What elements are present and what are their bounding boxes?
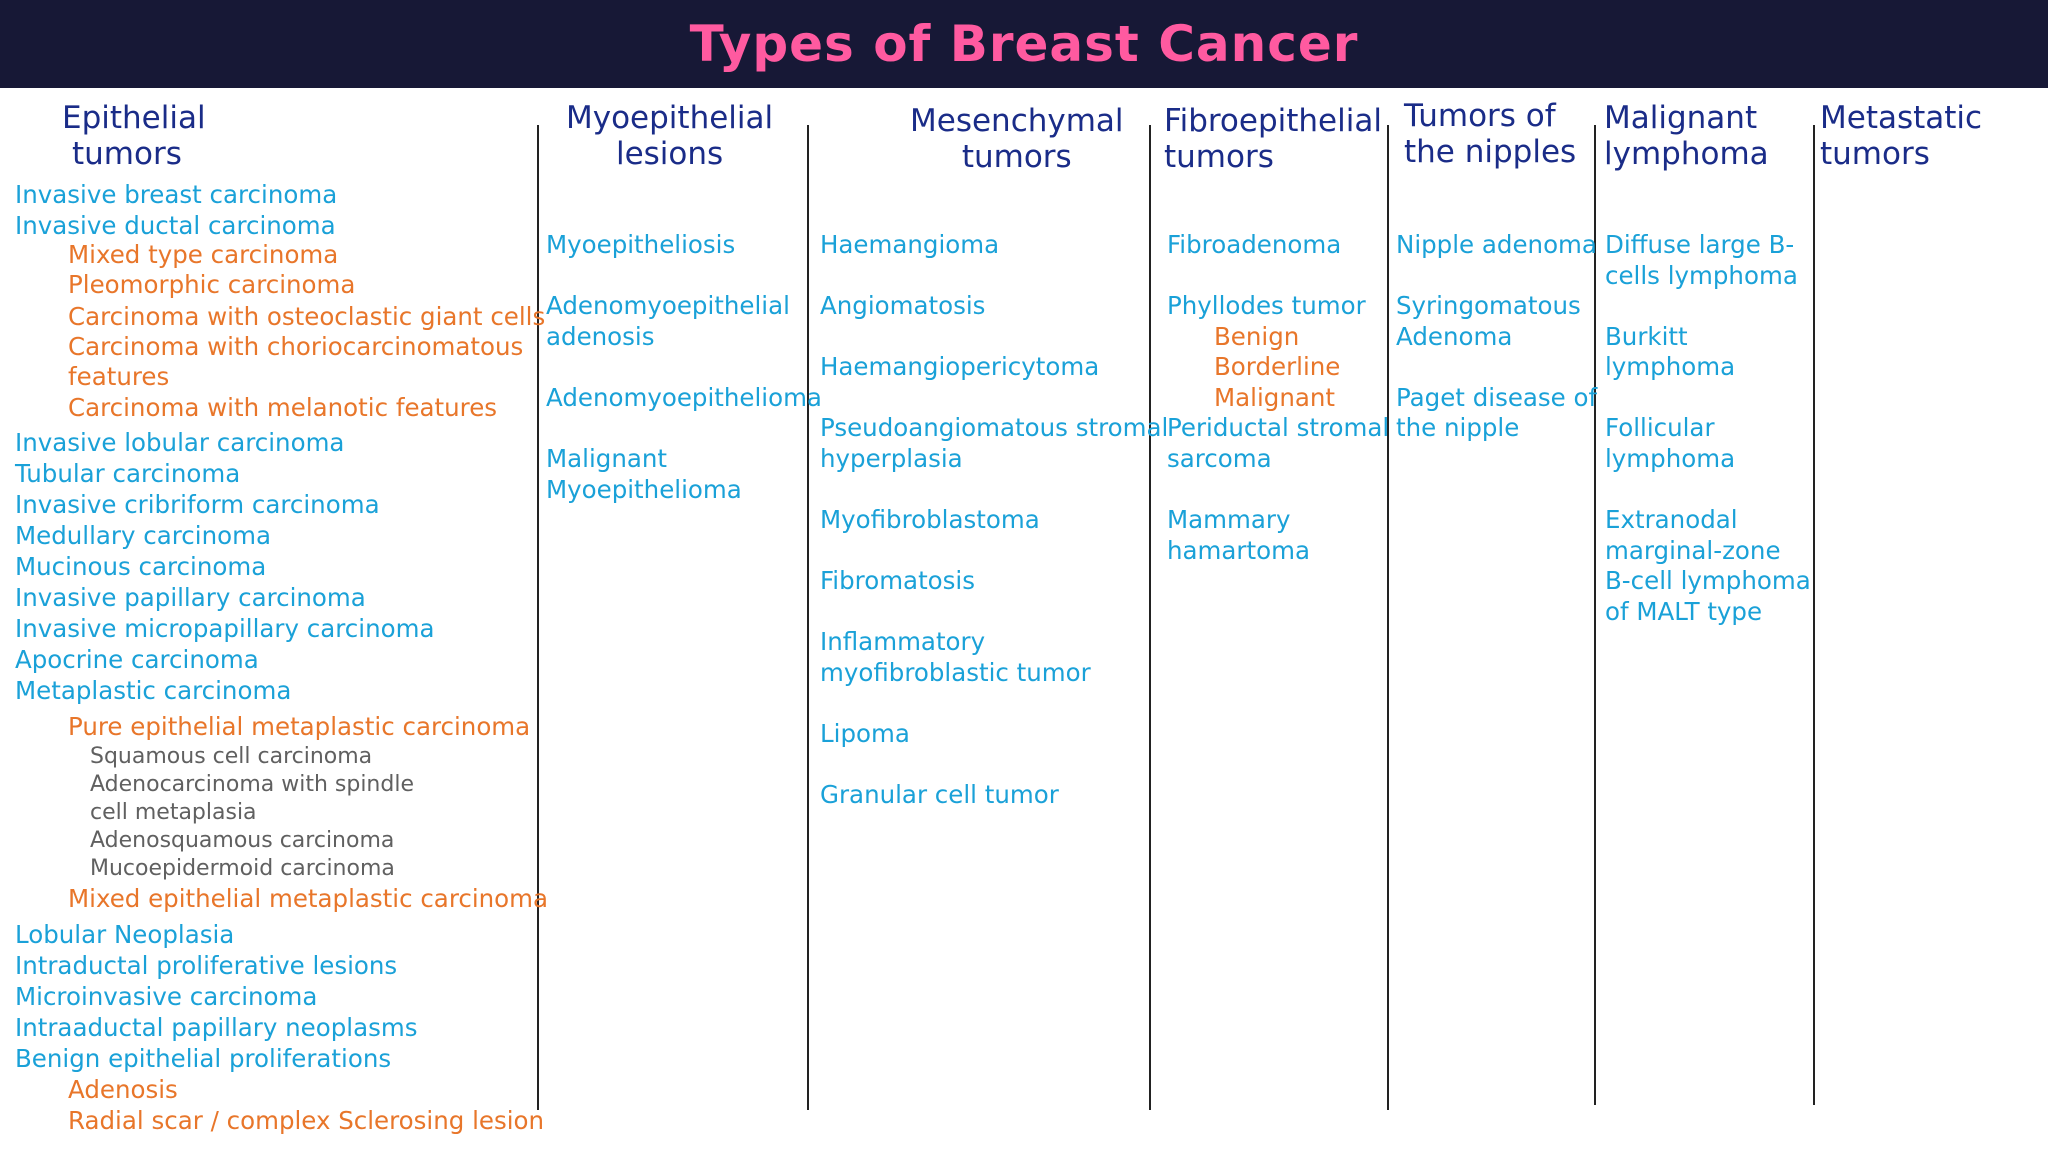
list-item: Invasive micropapillary carcinoma — [15, 614, 435, 643]
list-item: Invasive papillary carcinoma — [15, 583, 366, 612]
list-item: lymphoma — [1605, 352, 1736, 381]
list-item: Invasive ductal carcinoma — [15, 211, 336, 240]
heading-line: Epithelial — [62, 100, 206, 136]
list-item: Squamous cell carcinoma — [90, 744, 373, 769]
column-divider — [537, 125, 539, 1110]
list-item: features — [68, 362, 170, 391]
list-item: Adenosquamous carcinoma — [90, 828, 395, 853]
list-item: Inflammatory — [820, 627, 986, 656]
list-item: hyperplasia — [820, 444, 963, 473]
list-item: Radial scar / complex Sclerosing lesion — [68, 1106, 545, 1135]
column-divider — [1594, 125, 1596, 1105]
column-divider — [1387, 125, 1389, 1110]
heading-line: Myoepithelial — [566, 100, 774, 136]
list-item: Fibroadenoma — [1167, 230, 1342, 259]
heading-line: Tumors of — [1404, 98, 1556, 134]
heading-line: lesions — [615, 136, 724, 172]
list-item: Myofibroblastoma — [820, 505, 1040, 534]
list-item: Invasive cribriform carcinoma — [15, 490, 380, 519]
list-item: Carcinoma with osteoclastic giant cells — [68, 302, 546, 331]
list-item: lymphoma — [1605, 444, 1736, 473]
list-item: myofibroblastic tumor — [820, 658, 1091, 687]
heading-metastatic — [1820, 100, 1982, 172]
heading-line: Fibroepithelial — [1164, 103, 1382, 139]
list-item: Adenomyoepithelial — [546, 291, 790, 320]
list-item: Adenocarcinoma with spindle — [90, 772, 414, 797]
heading-fibroepithelial — [1164, 103, 1382, 175]
list-item: Pseudoangiomatous stromal — [820, 413, 1169, 442]
heading-nipples — [1404, 98, 1576, 170]
list-item: sarcoma — [1167, 444, 1272, 473]
heading-line: Malignant — [1604, 100, 1758, 136]
list-item: B-cell lymphoma — [1605, 566, 1811, 595]
list-item: Phyllodes tumor — [1167, 291, 1366, 320]
heading-line: tumors — [961, 139, 1072, 175]
list-item: Diffuse large B- — [1605, 230, 1795, 259]
list-item: of MALT type — [1605, 597, 1763, 626]
list-item: Paget disease of — [1396, 383, 1598, 412]
heading-line: lymphoma — [1604, 136, 1769, 172]
list-item: Carcinoma with melanotic features — [68, 393, 498, 422]
list-item: Haemangioma — [820, 230, 1000, 259]
list-item: hamartoma — [1167, 536, 1310, 565]
page-title: Types of Breast Cancer — [689, 15, 1359, 73]
list-item: Invasive breast carcinoma — [15, 180, 338, 209]
column-divider — [1149, 125, 1151, 1110]
list-item: Medullary carcinoma — [15, 521, 271, 550]
column-divider — [1813, 125, 1815, 1105]
list-item: Mammary — [1167, 505, 1291, 534]
list-item: Borderline — [1214, 352, 1341, 381]
heading-line: Metastatic — [1820, 100, 1983, 136]
column-divider — [807, 125, 809, 1110]
list-item: Burkitt — [1605, 322, 1688, 351]
list-item: Intraductal proliferative lesions — [15, 951, 398, 980]
list-item: Myoepitheliosis — [546, 230, 736, 259]
heading-lymphoma — [1604, 100, 1769, 172]
list-item: Adenomyoepithelioma — [546, 383, 822, 412]
list-item: Metaplastic carcinoma — [15, 676, 292, 705]
list-item: Mixed type carcinoma — [68, 240, 339, 269]
list-item: marginal-zone — [1605, 536, 1781, 565]
heading-line: tumors — [1820, 136, 1930, 172]
list-item: Pure epithelial metaplastic carcinoma — [68, 712, 531, 741]
list-item: Benign epithelial proliferations — [15, 1044, 392, 1073]
list-item: Mucoepidermoid carcinoma — [90, 856, 395, 881]
heading-line: tumors — [72, 136, 182, 172]
list-item: cells lymphoma — [1605, 261, 1798, 290]
heading-myoepithelial — [566, 100, 773, 172]
list-item: Apocrine carcinoma — [15, 645, 259, 674]
list-item: adenosis — [546, 322, 655, 351]
list-item: Granular cell tumor — [820, 780, 1059, 809]
list-item: Invasive lobular carcinoma — [15, 428, 345, 457]
heading-epithelial — [62, 100, 206, 172]
list-item: Follicular — [1605, 413, 1715, 442]
list-item: Adenoma — [1396, 322, 1513, 351]
list-item: Mucinous carcinoma — [15, 552, 267, 581]
list-item: Lobular Neoplasia — [15, 920, 235, 949]
list-item: Fibromatosis — [820, 566, 976, 595]
heading-line: the nipples — [1404, 134, 1577, 170]
list-item: Nipple adenoma — [1396, 230, 1597, 259]
list-item: Adenosis — [68, 1075, 178, 1104]
list-item: cell metaplasia — [90, 800, 257, 825]
list-item: Periductal stromal — [1167, 413, 1390, 442]
list-item: Myoepithelioma — [546, 475, 742, 504]
list-item: Pleomorphic carcinoma — [68, 270, 356, 299]
heading-mesenchymal — [910, 103, 1124, 175]
list-item: Carcinoma with choriocarcinomatous — [68, 332, 524, 361]
list-item: Tubular carcinoma — [15, 459, 241, 488]
list-item: Angiomatosis — [820, 291, 986, 320]
list-item: Malignant — [1214, 383, 1335, 412]
list-item: Mixed epithelial metaplastic carcinoma — [68, 884, 549, 913]
list-item: Syringomatous — [1396, 291, 1581, 320]
list-item: Intraaductal papillary neoplasms — [15, 1013, 418, 1042]
list-item: Extranodal — [1605, 505, 1738, 534]
list-item: Microinvasive carcinoma — [15, 982, 318, 1011]
list-item: the nipple — [1396, 413, 1520, 442]
heading-line: Mesenchymal — [910, 103, 1124, 139]
list-item: Lipoma — [820, 719, 910, 748]
list-item: Benign — [1214, 322, 1300, 351]
list-item: Haemangiopericytoma — [820, 352, 1100, 381]
heading-line: tumors — [1164, 139, 1274, 175]
list-item: Malignant — [546, 444, 667, 473]
